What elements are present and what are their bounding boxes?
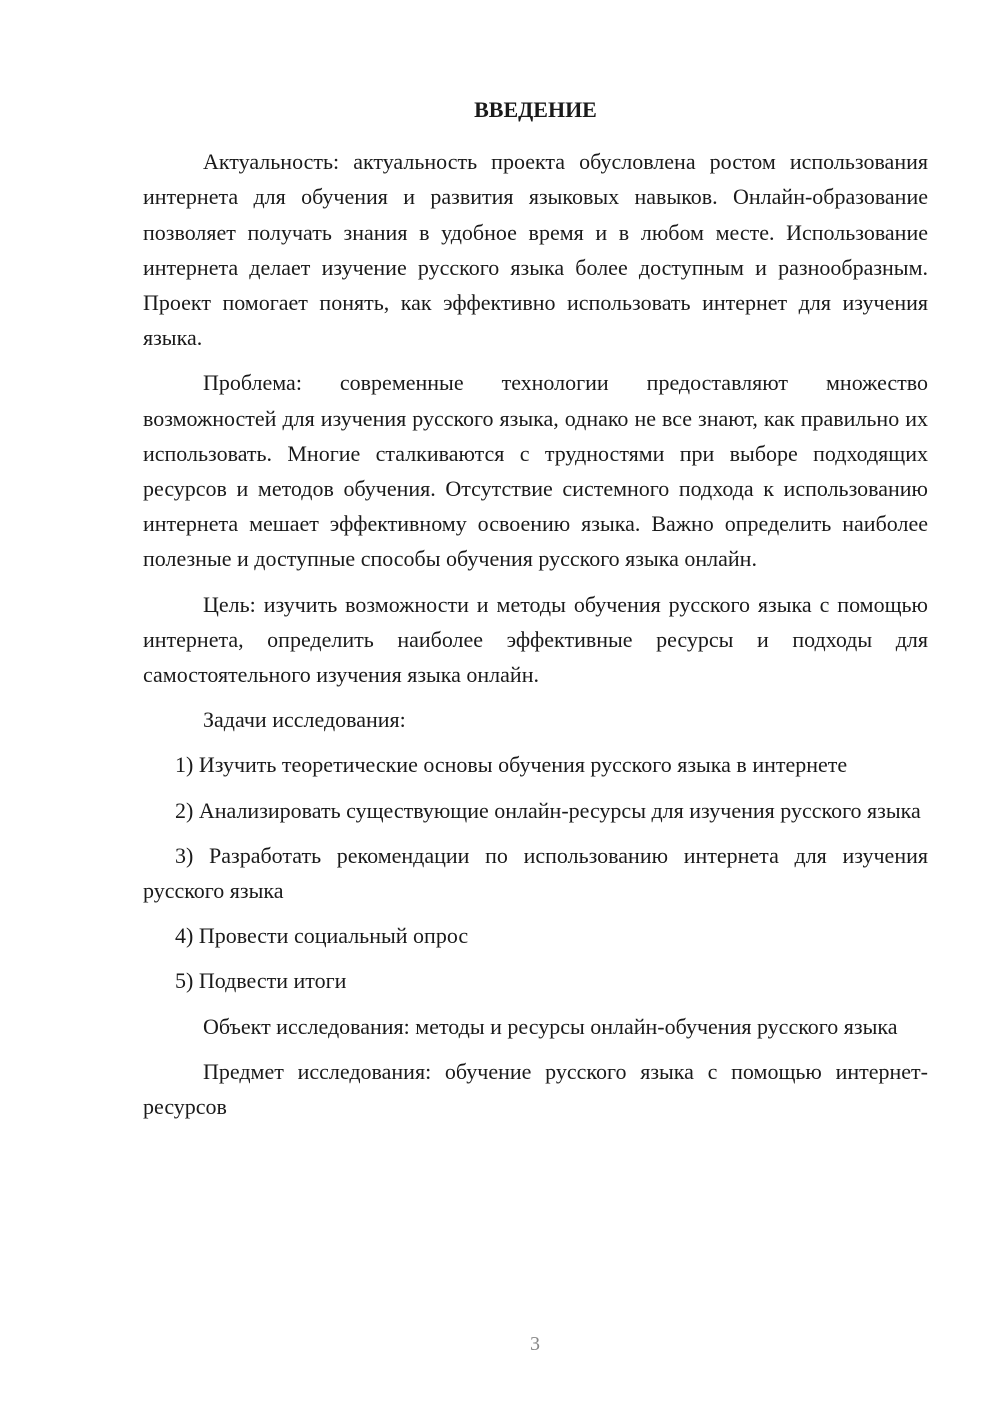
list-item: 2) Анализировать существующие онлайн-ресурсы для изучения русского языка <box>175 797 921 823</box>
page-number: 3 <box>530 1333 540 1355</box>
page-title: ВВЕДЕНИЕ <box>474 97 597 122</box>
paragraph-goal: Цель: изучить возможности и методы обучения русского языка с помощью интернета, определить наиболее эффективные ресурсы и подходы для самостоятельного изучения языка онлайн. <box>143 591 928 688</box>
paragraph-relevance: Актуальность: актуальность проекта обусловлена ростом использования интернета для обучения и развития языковых навыков. Онлайн-образование позволяет получать знания в удобное время и в любом месте. Использование интернета делает изучение русского языка более доступным и разнообразным. Проект помогает понять, как эффективно использовать интернет для изучения языка. <box>143 149 928 351</box>
list-item: 5) Подвести итоги <box>175 968 347 994</box>
tasks-heading: Задачи исследования: <box>203 707 406 733</box>
tasks-list <box>143 747 928 998</box>
list-item: 1) Изучить теоретические основы обучения русского языка в интернете <box>175 752 848 778</box>
paragraph-object: Объект исследования: методы и ресурсы онлайн-обучения русского языка <box>203 1013 898 1039</box>
paragraph-problem: Проблема: современные технологии предоставляют множество возможностей для изучения русского языка, однако не все знают, как правильно их использовать. Многие сталкиваются с трудностями при выборе подходящих ресурсов и методов обучения. Отсутствие системного подхода к использованию интернета мешает эффективному освоению языка. Важно определить наиболее полезные и доступные способы обучения русского языка онлайн. <box>143 370 928 572</box>
page-content <box>143 92 928 1134</box>
paragraph-subject: Предмет исследования: обучение русского языка с помощью интернет-ресурсов <box>143 1058 928 1120</box>
list-item: 4) Провести социальный опрос <box>175 923 469 949</box>
list-item: 3) Разработать рекомендации по использованию интернета для изучения русского языка <box>143 842 928 904</box>
